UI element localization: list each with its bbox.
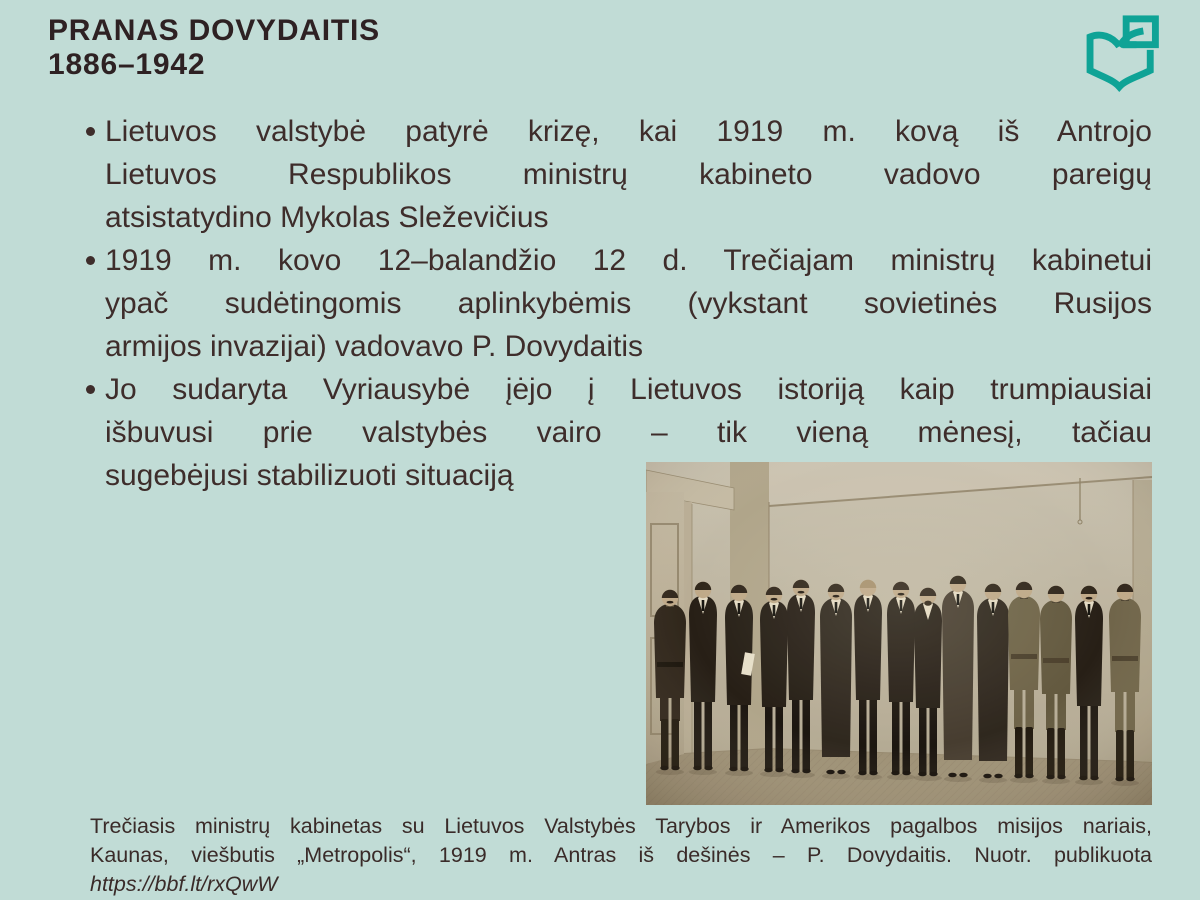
bullet-item xyxy=(60,110,1152,239)
bullet-dot-icon xyxy=(86,127,95,136)
title-block xyxy=(48,14,380,82)
bullet-line: 1919 m. kovo 12–balandžio 12 d. Trečiajam ministrų kabinetui xyxy=(105,244,1152,277)
bullet-line: Jo sudaryta Vyriausybė įėjo į Lietuvos istoriją kaip trumpiausiai xyxy=(105,373,1152,406)
bullet-line: išbuvusi prie valstybės vairo – tik vieną mėnesį, tačiau xyxy=(105,416,1152,449)
bullet-list xyxy=(60,110,1152,497)
bullet-line: Lietuvos Respublikos ministrų kabineto vadovo pareigų xyxy=(105,158,1152,191)
page-title: PRANAS DOVYDAITIS xyxy=(48,14,380,47)
bullet-line: atsistatydino Mykolas Sleževičius xyxy=(105,201,549,234)
bullet-line: ypač sudėtingomis aplinkybėmis (vykstant sovietinės Rusijos xyxy=(105,287,1152,320)
bullet-line: armijos invazijai) vadovavo P. Dovydaitis xyxy=(105,330,644,363)
bullet-line: sugebėjusi stabilizuoti situaciją xyxy=(105,459,514,492)
open-book-logo-icon xyxy=(1078,12,1164,100)
bullet-item xyxy=(60,239,1152,368)
page-subtitle: 1886–1942 xyxy=(48,48,206,81)
caption-link[interactable]: https://bbf.lt/rxQwW xyxy=(90,872,278,896)
caption-line: Kaunas, viešbutis „Metropolis“, 1919 m. Antras iš dešinės – P. Dovydaitis. Nuotr. publikuota xyxy=(90,843,1152,867)
caption-line: Trečiasis ministrų kabinetas su Lietuvos Valstybės Tarybos ir Amerikos pagalbos misijos nariais, xyxy=(90,814,1152,838)
bullet-dot-icon xyxy=(86,256,95,265)
photo-caption xyxy=(90,812,1152,899)
bullet-line: Lietuvos valstybė patyrė krizę, kai 1919 m. kovą iš Antrojo xyxy=(105,115,1152,148)
bullet-dot-icon xyxy=(86,385,95,394)
historical-photo xyxy=(646,462,1152,805)
